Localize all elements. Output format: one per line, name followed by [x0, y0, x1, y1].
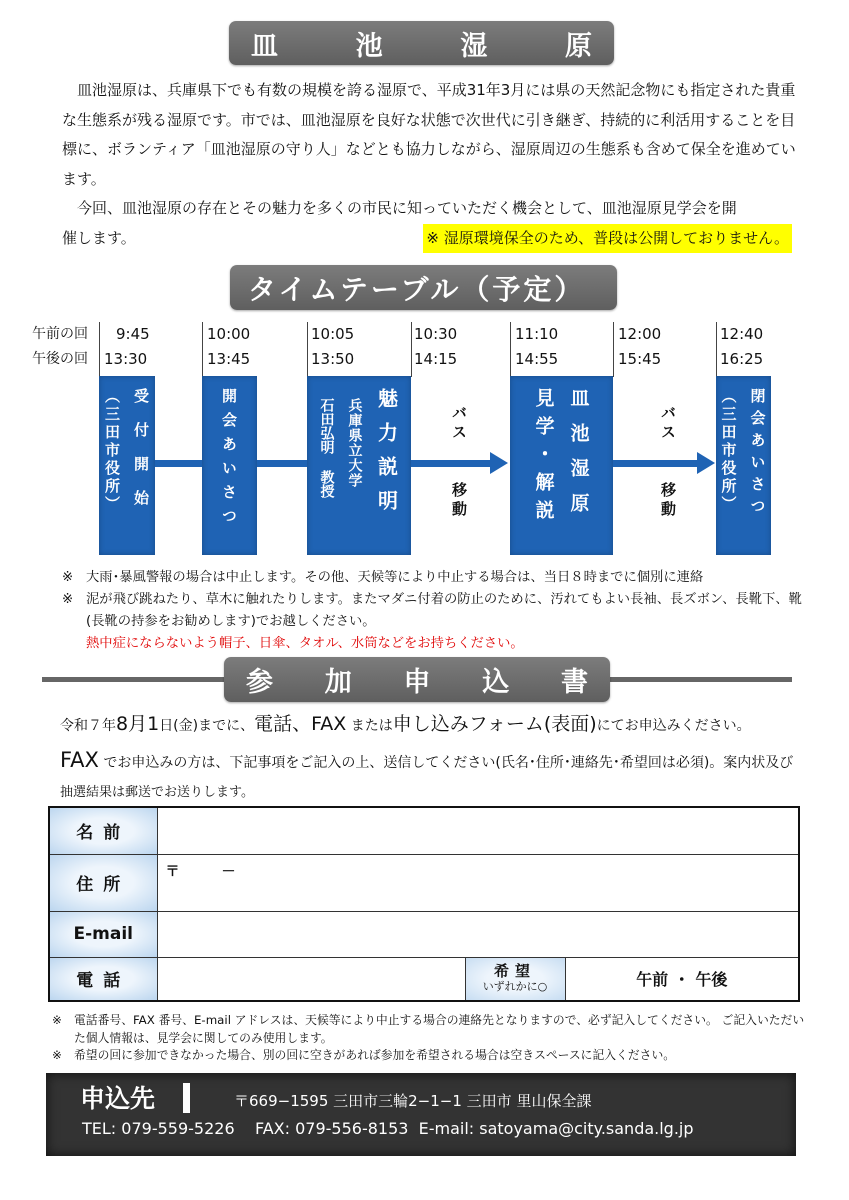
postal-code-mark: 〒 －	[165, 863, 236, 880]
timeline-connector	[411, 460, 493, 467]
note-mark: ※	[52, 1013, 62, 1027]
footnote-text: 電話番号、FAX 番号、E-mail アドレスは、天候等により中止する場合の連絡先となりますので、必ず記入してください。 ご記入いただいた個人情報は、見学会に関してのみ使用します。	[74, 1013, 805, 1045]
time-tick	[99, 322, 100, 377]
time-tick	[613, 322, 614, 377]
note-mark: ※	[62, 570, 74, 585]
intro-text	[62, 76, 802, 253]
form-row-email	[49, 911, 799, 957]
block-sub: （三田市役所）	[719, 388, 738, 514]
arrow-right-icon	[490, 452, 508, 474]
contact-line	[82, 1119, 694, 1138]
block-main: 受付開始	[132, 388, 150, 524]
title-banner	[229, 21, 614, 65]
title-char: 原	[564, 30, 592, 62]
divider-right	[607, 677, 792, 682]
title-char: 皿	[251, 30, 278, 62]
move-label: 移動	[659, 482, 677, 520]
schedule-block-reception	[99, 376, 155, 555]
contact-box	[46, 1073, 796, 1156]
bus-label: バス	[450, 405, 468, 443]
heading-bar	[183, 1083, 190, 1113]
deadline-date: 8月1	[116, 713, 160, 735]
footnote-item	[52, 1012, 812, 1047]
heatstroke-warning: 熱中症にならないよう帽子、日傘、タオル、水筒などをお持ちください。	[86, 636, 524, 651]
application-form-banner	[224, 657, 610, 702]
deadline-era: 令和７年	[60, 718, 116, 734]
block-main: 開会あいさつ	[220, 388, 238, 532]
time-pm: 13:45	[207, 350, 251, 368]
time-am: 12:40	[720, 325, 764, 343]
name-label: 名前	[49, 807, 157, 854]
timeline-connector	[257, 460, 309, 467]
note-text: 大雨･暴風警報の場合は中止します。その他、天候等により中止する場合は、当日８時までに個別に連絡	[86, 570, 704, 585]
methods: 電話、FAX	[254, 713, 347, 735]
bus-label: バス	[659, 405, 677, 443]
time-slot-1	[104, 322, 150, 372]
am-label: 午前の回	[32, 326, 88, 342]
contact-email[interactable]: E-mail: satoyama@city.sanda.lg.jp	[418, 1119, 694, 1138]
intro-paragraph-2-end: 催します。	[62, 228, 136, 247]
arrow-right-icon	[697, 452, 715, 474]
or-text: または	[350, 718, 393, 734]
time-tick	[411, 322, 412, 377]
time-slot-6	[618, 322, 661, 372]
timeline-connector	[613, 460, 697, 467]
move-label: 移動	[450, 482, 468, 520]
phone-field[interactable]	[157, 957, 465, 1001]
time-am: 12:00	[618, 325, 662, 343]
highlight-note: ※ 湿原環境保全のため、普段は公開しておりません。	[423, 224, 792, 254]
online-form: 申し込みフォーム(表面)	[392, 713, 597, 735]
timetable-title: タイムテーブル（予定）	[248, 272, 586, 306]
schedule-block-talk	[307, 376, 411, 555]
contact-tel[interactable]: TEL: 079-559-5226	[82, 1119, 235, 1138]
banner-char: 書	[561, 667, 588, 698]
time-pm: 15:45	[618, 350, 662, 368]
timetable-notes	[62, 567, 802, 655]
timeline-connector	[155, 460, 205, 467]
phone-label: 電話	[49, 957, 157, 1001]
fax-line	[60, 742, 820, 781]
note-text: 泥が飛び跳ねたり、草木に触れたりします。またマダニ付着の防止のために、汚れてもよい長袖、長ズボン、長靴下、靴(長靴の持参をお勧めします)でお越しください。	[86, 592, 802, 629]
form-instructions	[60, 712, 820, 805]
title-char: 池	[355, 30, 383, 62]
time-slot-7	[720, 322, 763, 372]
time-tick	[510, 322, 511, 377]
time-slot-3	[311, 322, 354, 372]
intro-paragraph-2: 今回、皿池湿原の存在とその魅力を多くの市民に知っていただく機会として、皿池湿原見学会を開	[77, 199, 737, 217]
result-notice: 抽選結果は郵送でお送りします。	[60, 785, 254, 800]
time-am: 10:00	[207, 325, 251, 343]
divider-left	[42, 677, 227, 682]
time-am: 11:10	[515, 325, 559, 343]
schedule-block-opening	[202, 376, 257, 555]
address-field[interactable]	[157, 854, 799, 911]
deadline-line	[60, 712, 820, 738]
timetable-banner	[230, 265, 617, 310]
block-main: 皿池湿原	[567, 388, 590, 528]
note-mark: ※	[62, 592, 74, 607]
apply-text: にてお申込みください。	[596, 718, 751, 734]
contact-address: 〒669−1595 三田市三輪2−1−1 三田市 里山保全課	[234, 1092, 592, 1110]
pm-label: 午後の回	[32, 351, 88, 367]
footnote-item	[52, 1047, 812, 1065]
time-pm: 13:50	[311, 350, 355, 368]
contact-heading: 申込先	[80, 1084, 156, 1113]
footnote-text: 希望の回に参加できなかった場合、別の回に空きがあれば参加を希望される場合は空きスペースに記入ください。	[74, 1048, 676, 1062]
time-slot-5	[515, 322, 558, 372]
title-char: 湿	[460, 30, 488, 62]
intro-paragraph-1: 皿池湿原は、兵庫県下でも有数の規模を誇る湿原で、平成31年3月には県の天然記念物にも指定された貴重な生態系が残る湿原です。市では、皿池湿原を良好な状態で次世代に引き継ぎ、持続的に利活用することを目標に、ボランティア「皿池湿原の守り人」などとも協力しながら、湿原周辺の生態系も含めて保全を進めています。	[62, 81, 796, 188]
block-sub: （三田市役所）	[103, 388, 121, 514]
time-slot-4	[414, 322, 457, 372]
time-tick	[716, 322, 717, 377]
fax-instructions: でお申込みの方は、下記事項をご記入の上、送信してください(氏名･住所･連絡先･希望回は必須)。案内状及び	[103, 755, 794, 771]
time-pm: 14:55	[515, 350, 559, 368]
preference-label	[465, 957, 565, 1001]
banner-char: 加	[324, 667, 352, 698]
block-sub: 見学・解説	[532, 388, 555, 528]
contact-fax: FAX: 079-556-8153	[254, 1119, 409, 1138]
time-am: 9:45	[116, 325, 150, 343]
form-footnotes	[52, 1012, 812, 1065]
time-am: 10:30	[414, 325, 458, 343]
email-label: E-mail	[49, 911, 157, 957]
block-sub2: 石田弘明 教授	[318, 398, 335, 498]
schedule-block-closing	[716, 376, 771, 555]
session-choice[interactable]: 午前 ・ 午後	[565, 957, 799, 1001]
application-form-table	[48, 806, 800, 1002]
form-row-name	[49, 807, 799, 854]
form-row-address	[49, 854, 799, 911]
time-tick	[202, 322, 203, 377]
address-label: 住所	[49, 854, 157, 911]
name-field[interactable]	[157, 807, 799, 854]
note-item	[62, 589, 802, 633]
note-mark: ※	[52, 1048, 62, 1062]
preference-hint: いずれかに○	[482, 979, 548, 993]
fax-label: FAX	[60, 748, 99, 772]
block-main: 魅力説明	[374, 388, 399, 524]
timetable-row-labels	[32, 322, 88, 372]
banner-char: 込	[482, 667, 510, 698]
deadline-day: 日(金)までに、	[159, 718, 255, 734]
time-pm: 13:30	[104, 350, 148, 368]
note-item	[62, 567, 802, 589]
time-am: 10:05	[311, 325, 355, 343]
time-pm: 14:15	[414, 350, 458, 368]
schedule-block-tour	[510, 376, 613, 555]
block-sub: 兵庫県立大学	[346, 398, 363, 488]
email-field[interactable]	[157, 911, 799, 957]
banner-char: 申	[403, 667, 431, 698]
preference-title: 希望	[493, 961, 536, 980]
block-main: 閉会あいさつ	[748, 388, 767, 520]
banner-char: 参	[246, 667, 273, 698]
time-tick	[307, 322, 308, 377]
time-slot-2	[207, 322, 250, 372]
time-pm: 16:25	[720, 350, 764, 368]
intro-last-line	[62, 224, 802, 254]
form-row-phone	[49, 957, 799, 1001]
